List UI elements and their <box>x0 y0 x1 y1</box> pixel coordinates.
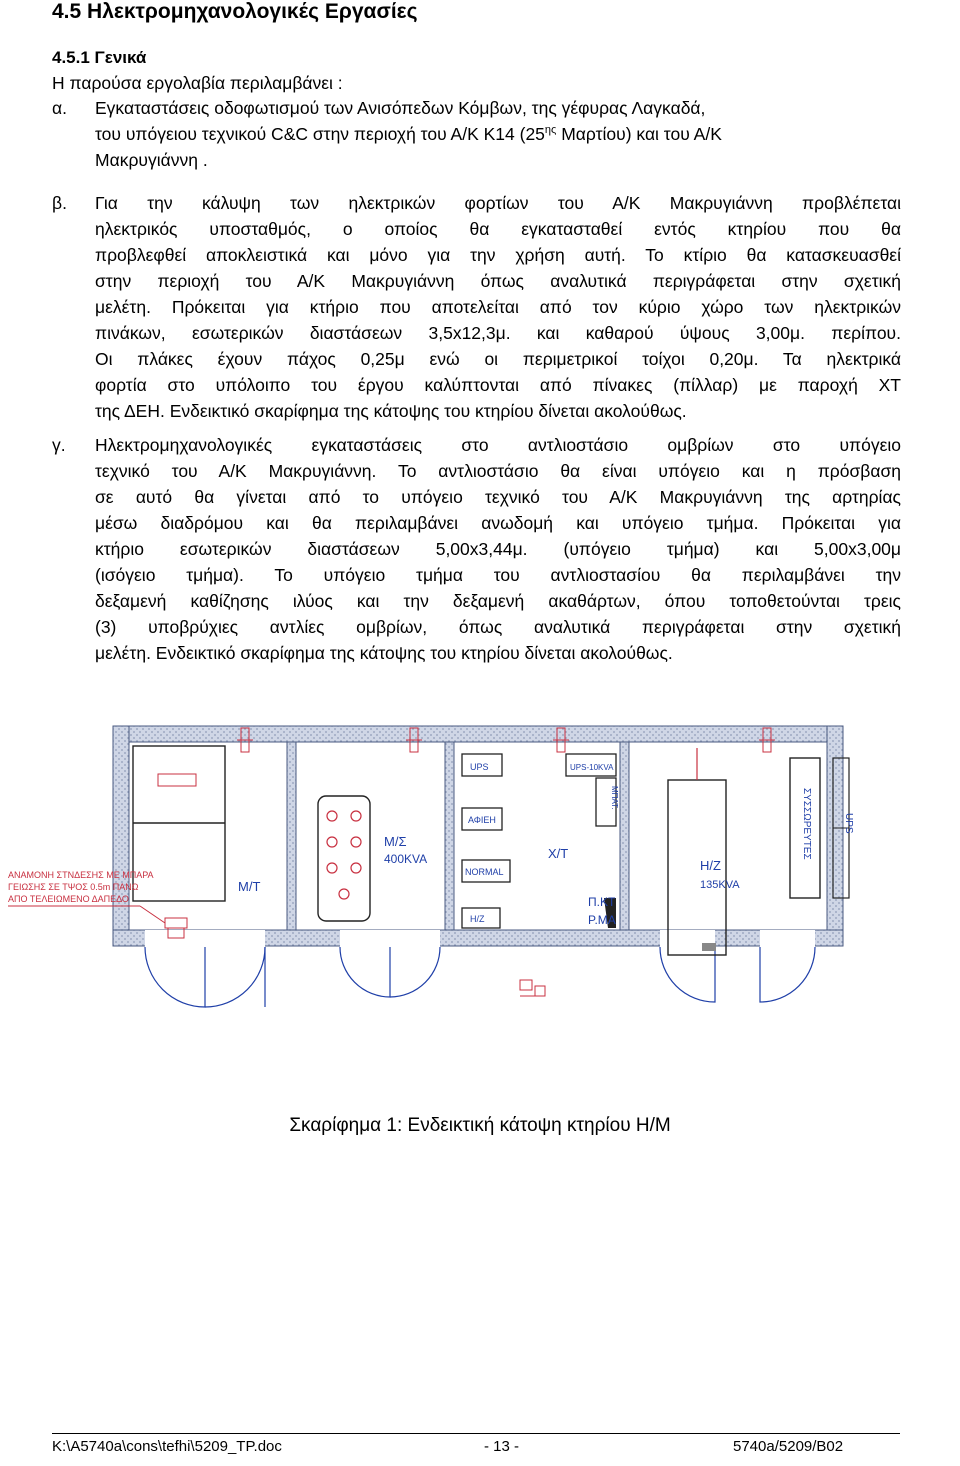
grounding-note-line-3: ΑΠΟ ΤΕΛΕΙΩΜΕΝΟ ΔΑΠΕΔΟ <box>8 894 129 904</box>
footer-divider <box>52 1433 900 1434</box>
item-a-paragraph <box>95 95 901 173</box>
item-b-line: φορτία στο υπόλοιπο του έργου καλύπτονται από πίνακες (πίλλαρ) με παροχή ΧΤ <box>95 375 901 395</box>
item-a-label: α. <box>52 98 67 118</box>
syssoreytes-label: ΣΥΣΣΩΡΕΥΤΕΣ <box>801 788 812 860</box>
battery-label: ΜΠΑΤ. <box>610 786 619 810</box>
item-a-line-1: Εγκαταστάσεις οδοφωτισμού των Ανισόπεδων Κόμβων, της γέφυρας Λαγκαδά, <box>95 98 706 118</box>
ups-label: UPS <box>470 762 489 772</box>
item-c-line: μέσω διαδρόμου και θα περιλαμβάνει ανωδομή και υπόγειο τμήμα. Πρόκειται για <box>95 513 901 533</box>
hz-generator-label: Η/Ζ <box>700 858 721 873</box>
equipment-symbol <box>520 980 545 996</box>
item-b-line: Οι πλάκες έχουν πάχος 0,25μ ενώ οι περιμετρικοί τοίχοι 0,20μ. Τα ηλεκτρικά <box>95 349 901 369</box>
item-c-line: (3) υποβρύχιες αντλίες ομβρίων, όπως αναλυτικά περιγράφεται στην σχετική <box>95 617 901 637</box>
item-a-line-2-start: του υπόγειου τεχνικού C&C στην περιοχή του Α/Κ Κ14 (25 <box>95 124 545 144</box>
subsection-heading: 4.5.1 Γενικά <box>52 48 147 67</box>
afieh-label: ΑΦΙΕΗ <box>468 815 496 825</box>
grounding-note-line-1: ΑΝΑΜΟΝΗ ΣΤΝΔΕΣΗΣ ΜΕ ΜΠΑΡΑ <box>8 870 154 880</box>
footer-page-number: - 13 - <box>484 1438 520 1455</box>
item-c-line: κτήριο εσωτερικών διαστάσεων 5,00x3,44μ. (υπόγειο τμήμα) και 5,00x3,00μ <box>95 539 901 559</box>
item-a-line-2-end: Μαρτίου) και του Α/Κ <box>556 124 722 144</box>
item-a-line-3: Μακρυγιάννη . <box>95 150 208 170</box>
item-b-line: της ΔΕΗ. Ενδεικτικό σκαρίφημα της κάτοψης του κτηρίου δίνεται ακολούθως. <box>95 401 687 421</box>
hz-panel-label: Η/Ζ <box>470 914 485 924</box>
item-c-line: Ηλεκτρομηχανολογικές εγκαταστάσεις στο αντλιοστάσιο ομβρίων στο υπόγειο <box>95 435 901 455</box>
hz-generator-kva-label: 135KVA <box>700 879 740 891</box>
grounding-note <box>8 870 187 938</box>
ms-kva-label: 400KVA <box>384 852 428 866</box>
item-b-line: Για την κάλυψη των ηλεκτρικών φορτίων του Α/Κ Μακρυγιάννη προβλέπεται <box>95 193 901 213</box>
normal-label: NORMAL <box>465 867 504 877</box>
item-b-label: β. <box>52 193 67 213</box>
building-walls <box>113 726 843 946</box>
floor-plan-drawing <box>0 718 960 1048</box>
item-c-line: δεξαμενή καθίζησης ιλύος και την δεξαμενή ακαθάρτων, όπου τοποθετούνται τρεις <box>95 591 901 611</box>
ms-label: Μ/Σ <box>384 834 407 849</box>
xt-label: Χ/Τ <box>548 846 569 861</box>
item-c-line: τεχνικό του Α/Κ Μακρυγιάννη. Το αντλιοστάσιο θα είναι υπόγειο και η πρόσβαση <box>95 461 901 481</box>
intro-text: Η παρούσα εργολαβία περιλαμβάνει : <box>52 73 343 93</box>
ups-right-label: UPS <box>843 813 854 834</box>
transformer-room <box>318 796 370 921</box>
item-b-paragraph <box>95 190 901 424</box>
grounding-note-line-2: ΓΕΙΩΣΗΣ ΣΕ ΤΨΟΣ 0.5m ΠΑΝΩ <box>8 882 139 892</box>
pkt-label: Π.ΚΤ <box>588 895 616 909</box>
figure-caption: Σκαρίφημα 1: Ενδεικτική κάτοψη κτηρίου Η/Μ <box>289 1115 671 1136</box>
generator-room <box>668 748 849 955</box>
footer-file-path: K:\A5740a\cons\tefhi\5209_TP.doc <box>52 1438 282 1455</box>
item-c-paragraph <box>95 432 901 666</box>
pma-label: Ρ.ΜΑ <box>588 913 616 927</box>
item-c-label: γ. <box>52 435 66 455</box>
item-b-line: προβλεφθεί αποκλειστικά και μόνο για την χρήση αυτή. Το κτίριο θα κατασκευασθεί <box>95 245 901 265</box>
item-c-line: (ισόγειο τμήμα). Το υπόγειο τμήμα του αντλιοστασίου θα περιλαμβάνει την <box>95 565 901 585</box>
item-b-line: ηλεκτρικός υποσταθμός, ο οποίος θα εγκατασταθεί εντός κτηρίου που θα <box>95 219 901 239</box>
ordinal-superscript: ης <box>544 124 557 136</box>
item-b-line: στην περιοχή του Α/Κ Μακρυγιάννη όπως αναλυτικά περιγράφεται στην σχετική <box>95 271 901 291</box>
ups-10kva-label: UPS-10KVA <box>570 763 614 772</box>
item-b-line: μελέτη. Πρόκειται για κτήριο που αποτελείται από τον κύριο χώρο των ηλεκτρικών <box>95 297 901 317</box>
section-heading: 4.5 Ηλεκτρομηχανολογικές Εργασίες <box>52 0 418 23</box>
mt-label: Μ/Τ <box>238 879 261 894</box>
item-a-line-2 <box>95 121 901 147</box>
item-b-line: πινάκων, εσωτερικών διαστάσεων 3,5x12,3μ. και καθαρού ύψους 3,00μ. περίπου. <box>95 323 901 343</box>
item-c-line: σε αυτό θα γίνεται από το υπόγειο τεχνικό του Α/Κ Μακρυγιάννη της αρτηρίας <box>95 487 901 507</box>
item-c-line: μελέτη. Ενδεικτικό σκαρίφημα της κάτοψης του κτηρίου δίνεται ακολούθως. <box>95 643 673 663</box>
footer-doc-code: 5740a/5209/B02 <box>733 1438 844 1455</box>
